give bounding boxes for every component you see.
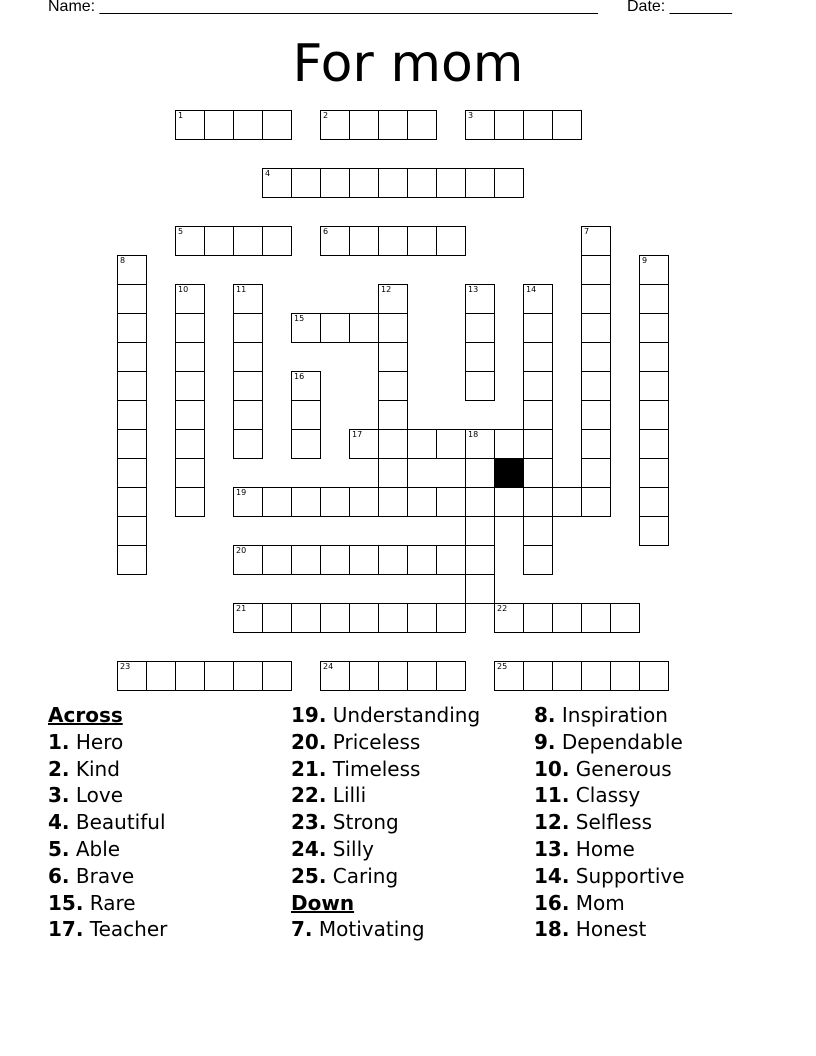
grid-cell[interactable] bbox=[523, 342, 553, 372]
grid-cell[interactable] bbox=[581, 371, 611, 401]
grid-cell[interactable] bbox=[581, 661, 611, 691]
clue-number: 17 bbox=[352, 430, 363, 439]
grid-cell[interactable] bbox=[175, 110, 205, 140]
clue-item-number: 23. bbox=[291, 810, 327, 835]
puzzle-title: For mom bbox=[292, 34, 524, 94]
clue-number: 23 bbox=[120, 662, 131, 671]
clue-section-heading: Down bbox=[291, 890, 355, 915]
clue-item-text: Motivating bbox=[318, 917, 425, 942]
grid-cell[interactable] bbox=[175, 371, 205, 401]
grid-cell[interactable] bbox=[378, 487, 408, 517]
clue-item-number: 7. bbox=[291, 917, 313, 942]
grid-cell[interactable] bbox=[378, 661, 408, 691]
grid-cell[interactable] bbox=[117, 284, 147, 314]
clue-item-number: 13. bbox=[534, 836, 570, 861]
clue-item bbox=[291, 702, 480, 729]
grid-cell[interactable] bbox=[581, 400, 611, 430]
clue-number: 19 bbox=[236, 488, 247, 497]
grid-cell[interactable] bbox=[436, 168, 466, 198]
grid-cell[interactable] bbox=[320, 545, 350, 575]
clue-item-text: Teacher bbox=[89, 917, 168, 942]
grid-cell[interactable] bbox=[407, 226, 437, 256]
clue-column-1 bbox=[48, 702, 167, 943]
clue-item-number: 9. bbox=[534, 729, 556, 754]
grid-cell[interactable] bbox=[378, 458, 408, 488]
grid-cell[interactable] bbox=[233, 545, 263, 575]
clue-item bbox=[534, 890, 685, 917]
grid-cell[interactable] bbox=[465, 284, 495, 314]
grid-cell[interactable] bbox=[233, 284, 263, 314]
grid-cell[interactable] bbox=[436, 226, 466, 256]
grid-cell[interactable] bbox=[523, 458, 553, 488]
clue-item bbox=[48, 890, 167, 917]
grid-cell[interactable] bbox=[465, 516, 495, 546]
grid-cell[interactable] bbox=[378, 284, 408, 314]
grid-cell[interactable] bbox=[291, 603, 321, 633]
grid-cell[interactable] bbox=[639, 313, 669, 343]
grid-cell[interactable] bbox=[639, 429, 669, 459]
grid-cell[interactable] bbox=[320, 487, 350, 517]
grid-cell[interactable] bbox=[320, 603, 350, 633]
grid-cell[interactable] bbox=[523, 429, 553, 459]
clue-number: 5 bbox=[178, 227, 184, 236]
clue-item bbox=[534, 756, 685, 783]
grid-cell[interactable] bbox=[378, 342, 408, 372]
clue-item-number: 10. bbox=[534, 756, 570, 781]
grid-cell[interactable] bbox=[465, 487, 495, 517]
grid-cell[interactable] bbox=[233, 313, 263, 343]
clue-item bbox=[48, 782, 167, 809]
grid-cell[interactable] bbox=[175, 458, 205, 488]
grid-cell[interactable] bbox=[378, 603, 408, 633]
grid-cell[interactable] bbox=[204, 226, 234, 256]
grid-cell[interactable] bbox=[494, 603, 524, 633]
clue-number: 22 bbox=[497, 604, 508, 613]
grid-cell[interactable] bbox=[117, 342, 147, 372]
clue-column-3 bbox=[534, 702, 685, 943]
grid-cell[interactable] bbox=[407, 168, 437, 198]
clue-item-number: 5. bbox=[48, 836, 70, 861]
grid-cell[interactable] bbox=[175, 400, 205, 430]
grid-cell[interactable] bbox=[117, 661, 147, 691]
clue-item bbox=[48, 809, 167, 836]
clue-number: 6 bbox=[323, 227, 329, 236]
grid-cell[interactable] bbox=[233, 226, 263, 256]
grid-cell[interactable] bbox=[233, 110, 263, 140]
grid-cell[interactable] bbox=[639, 255, 669, 285]
clue-number: 12 bbox=[381, 285, 392, 294]
grid-cell[interactable] bbox=[465, 110, 495, 140]
grid-cell[interactable] bbox=[378, 545, 408, 575]
clue-number: 13 bbox=[468, 285, 479, 294]
grid-cell[interactable] bbox=[494, 487, 524, 517]
clue-item-number: 4. bbox=[48, 810, 70, 835]
clue-item-text: Mom bbox=[575, 890, 625, 915]
grid-cell[interactable] bbox=[175, 661, 205, 691]
grid-cell[interactable] bbox=[581, 487, 611, 517]
grid-cell[interactable] bbox=[233, 342, 263, 372]
grid-cell[interactable] bbox=[523, 284, 553, 314]
clue-item bbox=[48, 836, 167, 863]
grid-cell[interactable] bbox=[639, 400, 669, 430]
grid-cell[interactable] bbox=[407, 110, 437, 140]
grid-cell[interactable] bbox=[175, 342, 205, 372]
clue-number: 7 bbox=[584, 227, 590, 236]
clue-number: 8 bbox=[120, 256, 126, 265]
grid-cell[interactable] bbox=[436, 661, 466, 691]
grid-cell[interactable] bbox=[378, 429, 408, 459]
clue-number: 9 bbox=[642, 256, 648, 265]
grid-cell[interactable] bbox=[436, 545, 466, 575]
clue-number: 11 bbox=[236, 285, 247, 294]
clue-item-number: 1. bbox=[48, 729, 70, 754]
grid-cell[interactable] bbox=[117, 458, 147, 488]
clue-column-2 bbox=[291, 702, 480, 943]
grid-cell[interactable] bbox=[233, 429, 263, 459]
grid-cell[interactable] bbox=[204, 661, 234, 691]
clue-item-number: 25. bbox=[291, 863, 327, 888]
grid-cell[interactable] bbox=[465, 429, 495, 459]
clue-item-number: 14. bbox=[534, 863, 570, 888]
clue-item-number: 12. bbox=[534, 810, 570, 835]
grid-cell[interactable] bbox=[436, 429, 466, 459]
clue-item-text: Supportive bbox=[575, 863, 685, 888]
clue-item-text: Generous bbox=[575, 756, 672, 781]
grid-cell[interactable] bbox=[117, 255, 147, 285]
clue-number: 20 bbox=[236, 546, 247, 555]
grid-cell[interactable] bbox=[436, 603, 466, 633]
grid-cell[interactable] bbox=[378, 371, 408, 401]
grid-cell[interactable] bbox=[262, 661, 292, 691]
clue-item-text: Able bbox=[75, 836, 121, 861]
grid-cell[interactable] bbox=[117, 429, 147, 459]
clue-item bbox=[534, 729, 685, 756]
grid-cell[interactable] bbox=[349, 603, 379, 633]
grid-cell[interactable] bbox=[523, 371, 553, 401]
grid-cell[interactable] bbox=[639, 371, 669, 401]
clue-item-text: Timeless bbox=[332, 756, 421, 781]
grid-cell[interactable] bbox=[639, 342, 669, 372]
grid-cell[interactable] bbox=[117, 516, 147, 546]
grid-cell[interactable] bbox=[117, 545, 147, 575]
clue-item-number: 11. bbox=[534, 783, 570, 808]
grid-cell[interactable] bbox=[552, 603, 582, 633]
clue-item-text: Rare bbox=[89, 890, 136, 915]
grid-cell[interactable] bbox=[320, 313, 350, 343]
clue-item-number: 24. bbox=[291, 836, 327, 861]
clue-item-number: 21. bbox=[291, 756, 327, 781]
name-field-label: Name: ________________________________________________________ bbox=[48, 0, 598, 15]
clue-item bbox=[534, 702, 685, 729]
grid-cell[interactable] bbox=[349, 313, 379, 343]
grid-cell[interactable] bbox=[552, 110, 582, 140]
grid-cell[interactable] bbox=[117, 400, 147, 430]
clue-item bbox=[534, 809, 685, 836]
grid-cell[interactable] bbox=[291, 168, 321, 198]
grid-cell[interactable] bbox=[523, 487, 553, 517]
grid-cell[interactable] bbox=[117, 487, 147, 517]
grid-cell[interactable] bbox=[494, 168, 524, 198]
grid-cell[interactable] bbox=[233, 400, 263, 430]
grid-cell[interactable] bbox=[175, 429, 205, 459]
clue-item bbox=[534, 863, 685, 890]
clue-item-text: Understanding bbox=[332, 703, 481, 727]
clue-number: 4 bbox=[265, 169, 271, 178]
grid-cell[interactable] bbox=[581, 284, 611, 314]
grid-cell[interactable] bbox=[407, 545, 437, 575]
grid-cell[interactable] bbox=[262, 110, 292, 140]
clue-item-number: 8. bbox=[534, 703, 556, 727]
grid-cell[interactable] bbox=[581, 313, 611, 343]
clue-item bbox=[534, 836, 685, 863]
grid-cell[interactable] bbox=[291, 487, 321, 517]
clue-item bbox=[48, 756, 167, 783]
grid-cell[interactable] bbox=[436, 487, 466, 517]
grid-cell[interactable] bbox=[262, 603, 292, 633]
grid-cell[interactable] bbox=[262, 545, 292, 575]
clue-item-text: Love bbox=[75, 783, 124, 808]
grid-cell[interactable] bbox=[639, 487, 669, 517]
grid-cell[interactable] bbox=[494, 110, 524, 140]
clue-item bbox=[291, 863, 480, 890]
grid-cell[interactable] bbox=[378, 110, 408, 140]
clue-item bbox=[291, 729, 480, 756]
grid-cell[interactable] bbox=[320, 168, 350, 198]
grid-cell[interactable] bbox=[117, 313, 147, 343]
clue-item-text: Kind bbox=[75, 756, 120, 781]
grid-cell[interactable] bbox=[465, 458, 495, 488]
clue-number: 14 bbox=[526, 285, 537, 294]
grid-cell[interactable] bbox=[378, 226, 408, 256]
grid-cell[interactable] bbox=[523, 400, 553, 430]
grid-cell[interactable] bbox=[465, 371, 495, 401]
clue-item bbox=[534, 782, 685, 809]
grid-cell[interactable] bbox=[262, 168, 292, 198]
clue-item-number: 22. bbox=[291, 783, 327, 808]
grid-cell[interactable] bbox=[407, 603, 437, 633]
clue-item-number: 16. bbox=[534, 890, 570, 915]
clue-number: 10 bbox=[178, 285, 189, 294]
clue-item-text: Brave bbox=[75, 863, 135, 888]
grid-cell[interactable] bbox=[349, 661, 379, 691]
clue-item-number: 19. bbox=[291, 703, 327, 727]
grid-cell[interactable] bbox=[523, 110, 553, 140]
clue-item-number: 17. bbox=[48, 917, 84, 942]
grid-cell[interactable] bbox=[465, 313, 495, 343]
grid-cell[interactable] bbox=[204, 110, 234, 140]
clue-item-number: 3. bbox=[48, 783, 70, 808]
grid-cell[interactable] bbox=[320, 226, 350, 256]
clue-item bbox=[48, 729, 167, 756]
grid-cell[interactable] bbox=[291, 400, 321, 430]
clue-item bbox=[291, 916, 480, 943]
clue-item bbox=[291, 809, 480, 836]
grid-cell[interactable] bbox=[552, 487, 582, 517]
grid-cell[interactable] bbox=[581, 255, 611, 285]
clue-number: 1 bbox=[178, 111, 184, 120]
grid-cell[interactable] bbox=[610, 661, 640, 691]
grid-cell[interactable] bbox=[581, 429, 611, 459]
clue-item-text: Priceless bbox=[332, 729, 421, 754]
grid-cell[interactable] bbox=[552, 661, 582, 691]
grid-cell[interactable] bbox=[581, 226, 611, 256]
grid-cell[interactable] bbox=[639, 458, 669, 488]
date-field-label: Date: _______ bbox=[627, 0, 732, 15]
grid-cell[interactable] bbox=[523, 516, 553, 546]
clue-number: 2 bbox=[323, 111, 329, 120]
clue-item-number: 20. bbox=[291, 729, 327, 754]
clue-item bbox=[48, 916, 167, 943]
clue-number: 25 bbox=[497, 662, 508, 671]
grid-cell[interactable] bbox=[610, 603, 640, 633]
grid-cell[interactable] bbox=[465, 545, 495, 575]
grid-cell[interactable] bbox=[349, 168, 379, 198]
grid-cell[interactable] bbox=[175, 226, 205, 256]
clue-item-text: Dependable bbox=[561, 729, 683, 754]
grid-cell[interactable] bbox=[639, 516, 669, 546]
grid-cell[interactable] bbox=[320, 110, 350, 140]
grid-cell[interactable] bbox=[378, 168, 408, 198]
clue-number: 16 bbox=[294, 372, 305, 381]
grid-cell[interactable] bbox=[233, 661, 263, 691]
grid-cell[interactable] bbox=[233, 487, 263, 517]
grid-cell[interactable] bbox=[494, 661, 524, 691]
clue-item-text: Selfless bbox=[575, 810, 653, 835]
grid-cell[interactable] bbox=[291, 371, 321, 401]
grid-cell[interactable] bbox=[465, 574, 495, 604]
grid-cell[interactable] bbox=[349, 429, 379, 459]
clue-item-text: Lilli bbox=[332, 783, 367, 808]
grid-cell[interactable] bbox=[523, 603, 553, 633]
clue-item bbox=[291, 836, 480, 863]
clue-item-text: Hero bbox=[75, 729, 124, 754]
grid-cell[interactable] bbox=[523, 313, 553, 343]
clue-item bbox=[534, 916, 685, 943]
grid-cell[interactable] bbox=[146, 661, 176, 691]
grid-cell[interactable] bbox=[407, 487, 437, 517]
clue-item-text: Inspiration bbox=[561, 703, 668, 727]
grid-cell[interactable] bbox=[262, 226, 292, 256]
grid-cell[interactable] bbox=[175, 487, 205, 517]
grid-cell[interactable] bbox=[407, 661, 437, 691]
clue-item bbox=[48, 863, 167, 890]
clue-item-text: Classy bbox=[575, 783, 641, 808]
grid-cell[interactable] bbox=[349, 545, 379, 575]
clue-item bbox=[291, 782, 480, 809]
clue-item-number: 2. bbox=[48, 756, 70, 781]
grid-cell[interactable] bbox=[175, 313, 205, 343]
clue-item-number: 15. bbox=[48, 890, 84, 915]
clue-item-text: Silly bbox=[332, 836, 374, 861]
grid-cell[interactable] bbox=[349, 110, 379, 140]
grid-cell[interactable] bbox=[378, 400, 408, 430]
grid-cell[interactable] bbox=[349, 487, 379, 517]
grid-cell[interactable] bbox=[494, 429, 524, 459]
blocked-cell bbox=[494, 458, 524, 488]
clue-item-text: Strong bbox=[332, 810, 399, 835]
clue-number: 24 bbox=[323, 662, 334, 671]
grid-cell[interactable] bbox=[117, 371, 147, 401]
grid-cell[interactable] bbox=[233, 603, 263, 633]
grid-cell[interactable] bbox=[523, 545, 553, 575]
clue-item-number: 18. bbox=[534, 917, 570, 942]
clue-section-heading: Across bbox=[48, 703, 123, 727]
grid-cell[interactable] bbox=[378, 313, 408, 343]
grid-cell[interactable] bbox=[581, 342, 611, 372]
grid-cell[interactable] bbox=[639, 661, 669, 691]
clue-number: 21 bbox=[236, 604, 247, 613]
grid-cell[interactable] bbox=[175, 284, 205, 314]
grid-cell[interactable] bbox=[320, 661, 350, 691]
clue-item-text: Beautiful bbox=[75, 810, 166, 835]
grid-cell[interactable] bbox=[523, 661, 553, 691]
grid-cell[interactable] bbox=[639, 284, 669, 314]
clue-item-text: Home bbox=[575, 836, 635, 861]
grid-cell[interactable] bbox=[465, 342, 495, 372]
clue-number: 18 bbox=[468, 430, 479, 439]
clue-item bbox=[291, 756, 480, 783]
grid-cell[interactable] bbox=[291, 429, 321, 459]
grid-cell[interactable] bbox=[262, 487, 292, 517]
grid-cell[interactable] bbox=[291, 545, 321, 575]
grid-cell[interactable] bbox=[407, 429, 437, 459]
clue-item-text: Caring bbox=[332, 863, 399, 888]
clue-number: 15 bbox=[294, 314, 305, 323]
clue-item-number: 6. bbox=[48, 863, 70, 888]
grid-cell[interactable] bbox=[349, 226, 379, 256]
grid-cell[interactable] bbox=[581, 603, 611, 633]
clue-number: 3 bbox=[468, 111, 474, 120]
grid-cell[interactable] bbox=[581, 458, 611, 488]
clue-item-text: Honest bbox=[575, 917, 647, 942]
grid-cell[interactable] bbox=[465, 168, 495, 198]
grid-cell[interactable] bbox=[291, 313, 321, 343]
grid-cell[interactable] bbox=[233, 371, 263, 401]
